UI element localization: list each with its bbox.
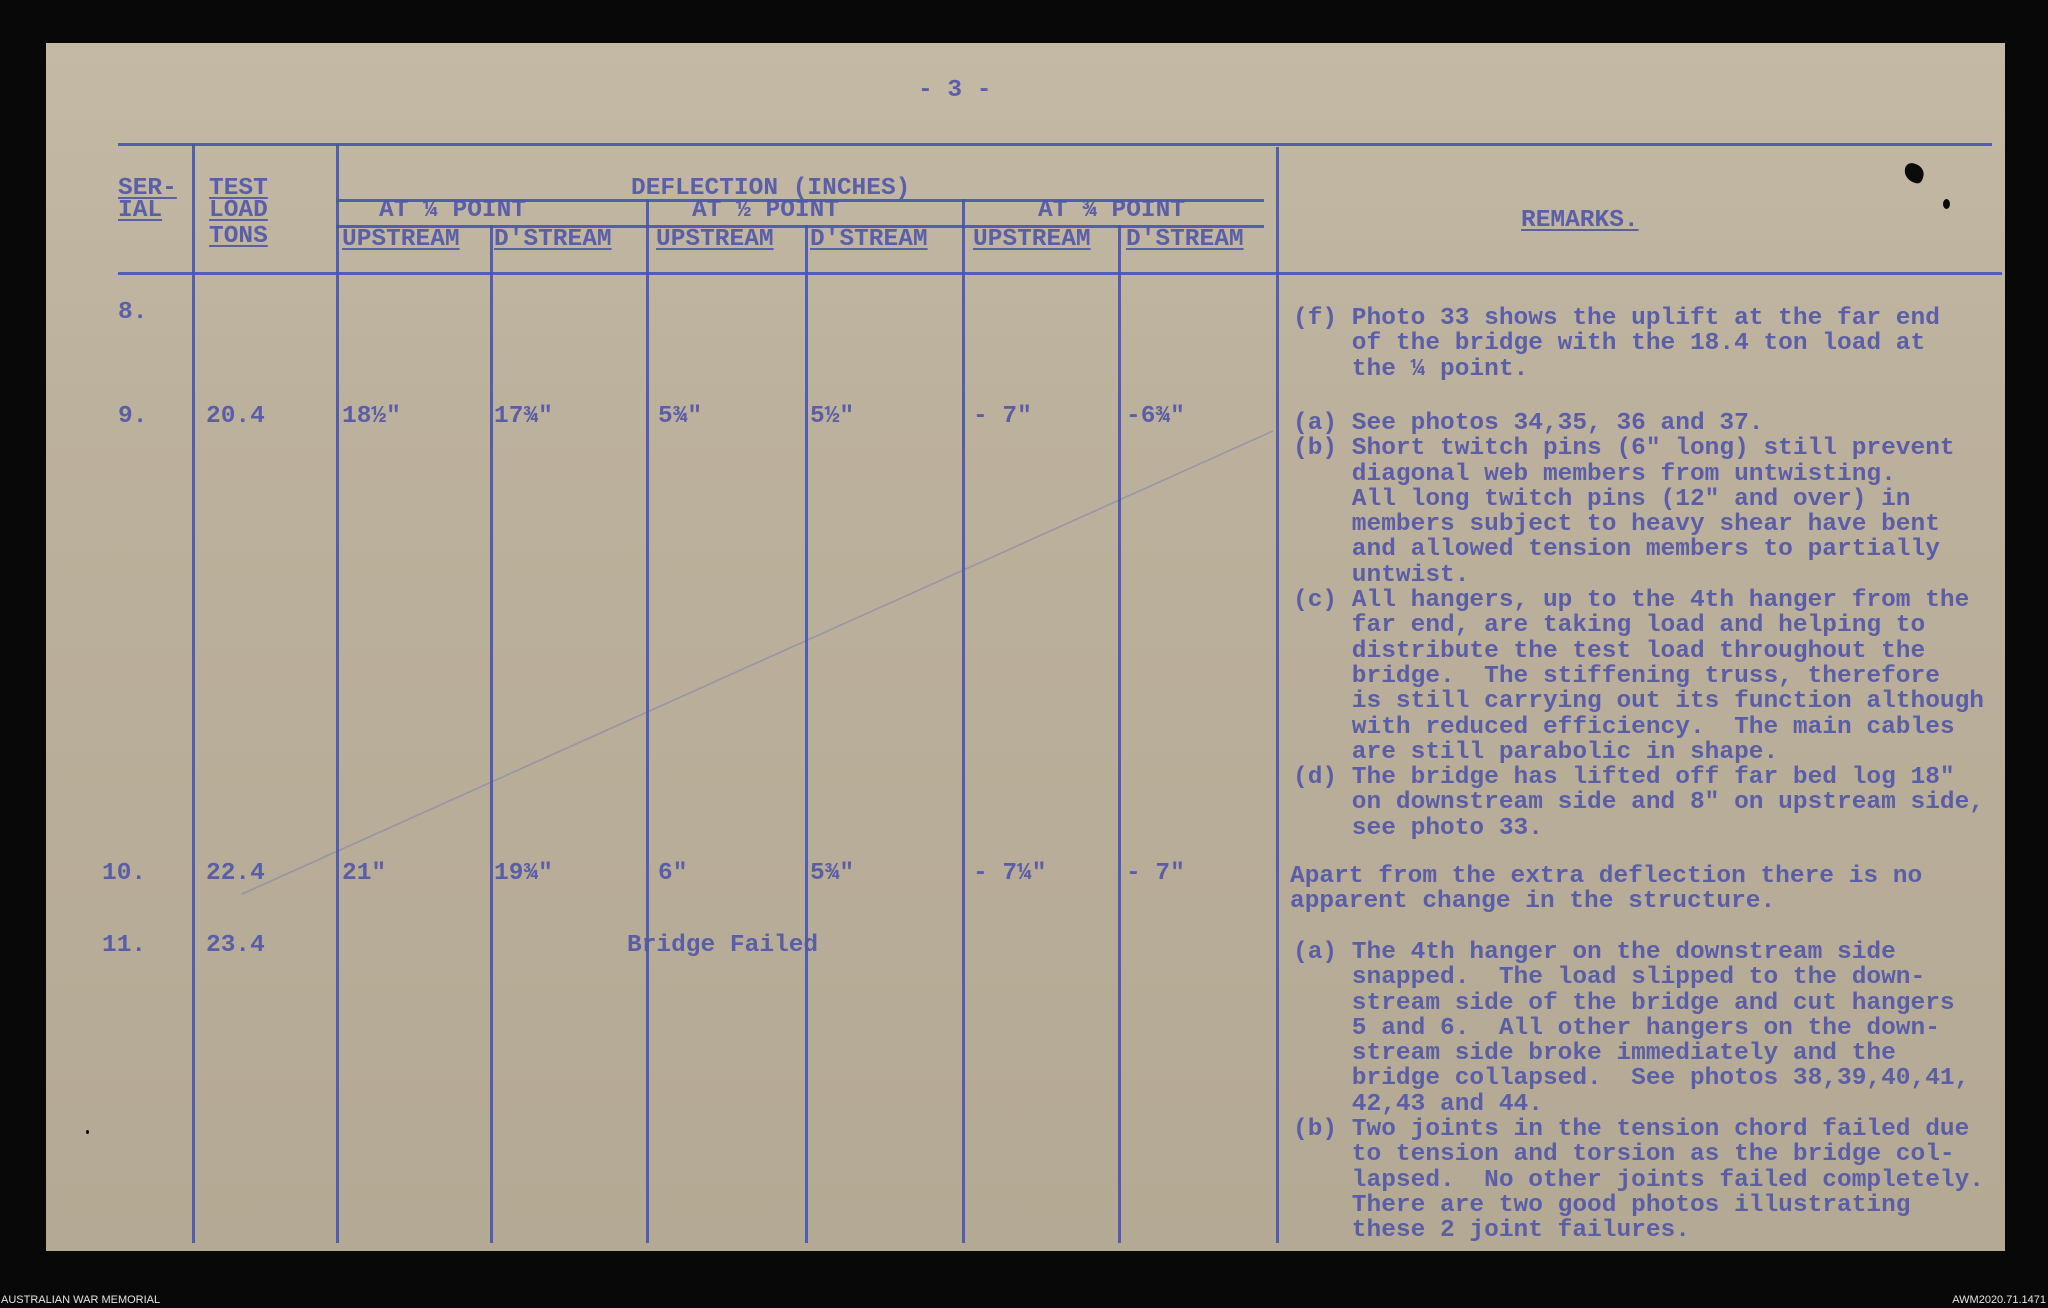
footer-archive-name: AUSTRALIAN WAR MEMORIAL <box>1 1294 161 1306</box>
column-rule-half-split <box>805 225 808 1243</box>
deflection-three-quarter-downstream: - 7" <box>1126 860 1185 887</box>
paper-hole <box>1943 199 1950 209</box>
header-remarks: REMARKS. <box>1521 207 1639 234</box>
header-test-load-line2: LOAD <box>209 197 268 224</box>
row-remarks: (a) The 4th hanger on the downstream side snapped. The load slipped to the down- stream side of the bridge and cut hangers 5 and 6. All other hangers on the down- stream side broke immediately and the bridge collapsed. See photos 38,39,40,41, 42,43 and 44. (b) Two joints in the tension chord failed due to tension and torsion as the bridge col- lapsed. No other joints failed completely. There are two good photos illustrating these 2 joint failures. <box>1293 939 1985 1245</box>
deflection-three-quarter-upstream: - 7¼" <box>973 860 1047 887</box>
header-serial-line2: IAL <box>118 197 163 224</box>
header-bottom-rule <box>118 272 2002 275</box>
deflection-quarter-upstream: 21" <box>342 860 387 887</box>
header-direction-2: D'STREAM <box>494 226 612 253</box>
row-serial: 9. <box>118 403 148 430</box>
header-test-load-line3: TONS <box>209 223 268 250</box>
deflection-quarter-downstream: 17¾" <box>494 403 553 430</box>
header-three-quarter-point: AT ¾ POINT <box>1038 197 1186 224</box>
column-rule-quarter-split <box>490 225 493 1243</box>
column-rule-remarks <box>1276 147 1279 1243</box>
row-remarks: Apart from the extra deflection there is no apparent change in the structure. <box>1290 863 1923 916</box>
row-test-load: 23.4 <box>206 932 265 959</box>
table-top-rule <box>118 143 1992 146</box>
row-remarks: (f) Photo 33 shows the uplift at the far end of the bridge with the 18.4 ton load at the ¼ point. <box>1293 305 1940 383</box>
row-result: Bridge Failed <box>627 932 819 959</box>
header-direction-3: UPSTREAM <box>656 226 774 253</box>
row-serial: 10. <box>102 860 147 887</box>
deflection-half-downstream: 5½" <box>810 403 855 430</box>
header-test-load-line1: TEST <box>209 175 268 202</box>
header-half-point: AT ½ POINT <box>692 197 840 224</box>
deflection-half-downstream: 5¾" <box>810 860 855 887</box>
column-rule-load <box>336 144 339 1243</box>
column-rule-serial <box>192 144 195 1243</box>
deflection-quarter-upstream: 18½" <box>342 403 401 430</box>
footer-item-id: AWM2020.71.1471 <box>1952 1294 2046 1306</box>
header-quarter-point: AT ¼ POINT <box>379 197 527 224</box>
column-rule-quarter <box>646 199 649 1243</box>
point-header-rule <box>336 225 1264 228</box>
header-serial-line1: SER- <box>118 175 177 202</box>
header-direction-5: UPSTREAM <box>973 226 1091 253</box>
page-number: - 3 - <box>918 77 992 104</box>
deflection-half-upstream: 6" <box>658 860 688 887</box>
header-direction-1: UPSTREAM <box>342 226 460 253</box>
deflection-quarter-downstream: 19¾" <box>494 860 553 887</box>
paper-speck <box>86 1130 89 1134</box>
header-direction-4: D'STREAM <box>810 226 928 253</box>
header-deflection: DEFLECTION (INCHES) <box>631 175 911 202</box>
row-serial: 11. <box>102 932 147 959</box>
row-test-load: 22.4 <box>206 860 265 887</box>
deflection-half-upstream: 5¾" <box>658 403 703 430</box>
row-test-load: 20.4 <box>206 403 265 430</box>
deflection-three-quarter-downstream: -6¾" <box>1126 403 1185 430</box>
deflection-three-quarter-upstream: - 7" <box>973 403 1032 430</box>
column-rule-half <box>962 199 965 1243</box>
column-rule-three-quarter-split <box>1118 225 1121 1243</box>
header-direction-6: D'STREAM <box>1126 226 1244 253</box>
row-remarks: (a) See photos 34,35, 36 and 37. (b) Short twitch pins (6" long) still prevent diagonal web members from untwisting. All long twitch pins (12" and over) in members subject to heavy shear have bent and allowed tension members to partially untwist. (c) All hangers, up to the 4th hanger from the far end, are taking load and helping to distribute the test load throughout the bridge. The stiffening truss, therefore is still carrying out its function although with reduced efficiency. The main cables are still parabolic in shape. (d) The bridge has lifted off far bed log 18" on downstream side and 8" on upstream side, see photo 33. <box>1293 410 1985 842</box>
row-serial: 8. <box>118 299 148 326</box>
